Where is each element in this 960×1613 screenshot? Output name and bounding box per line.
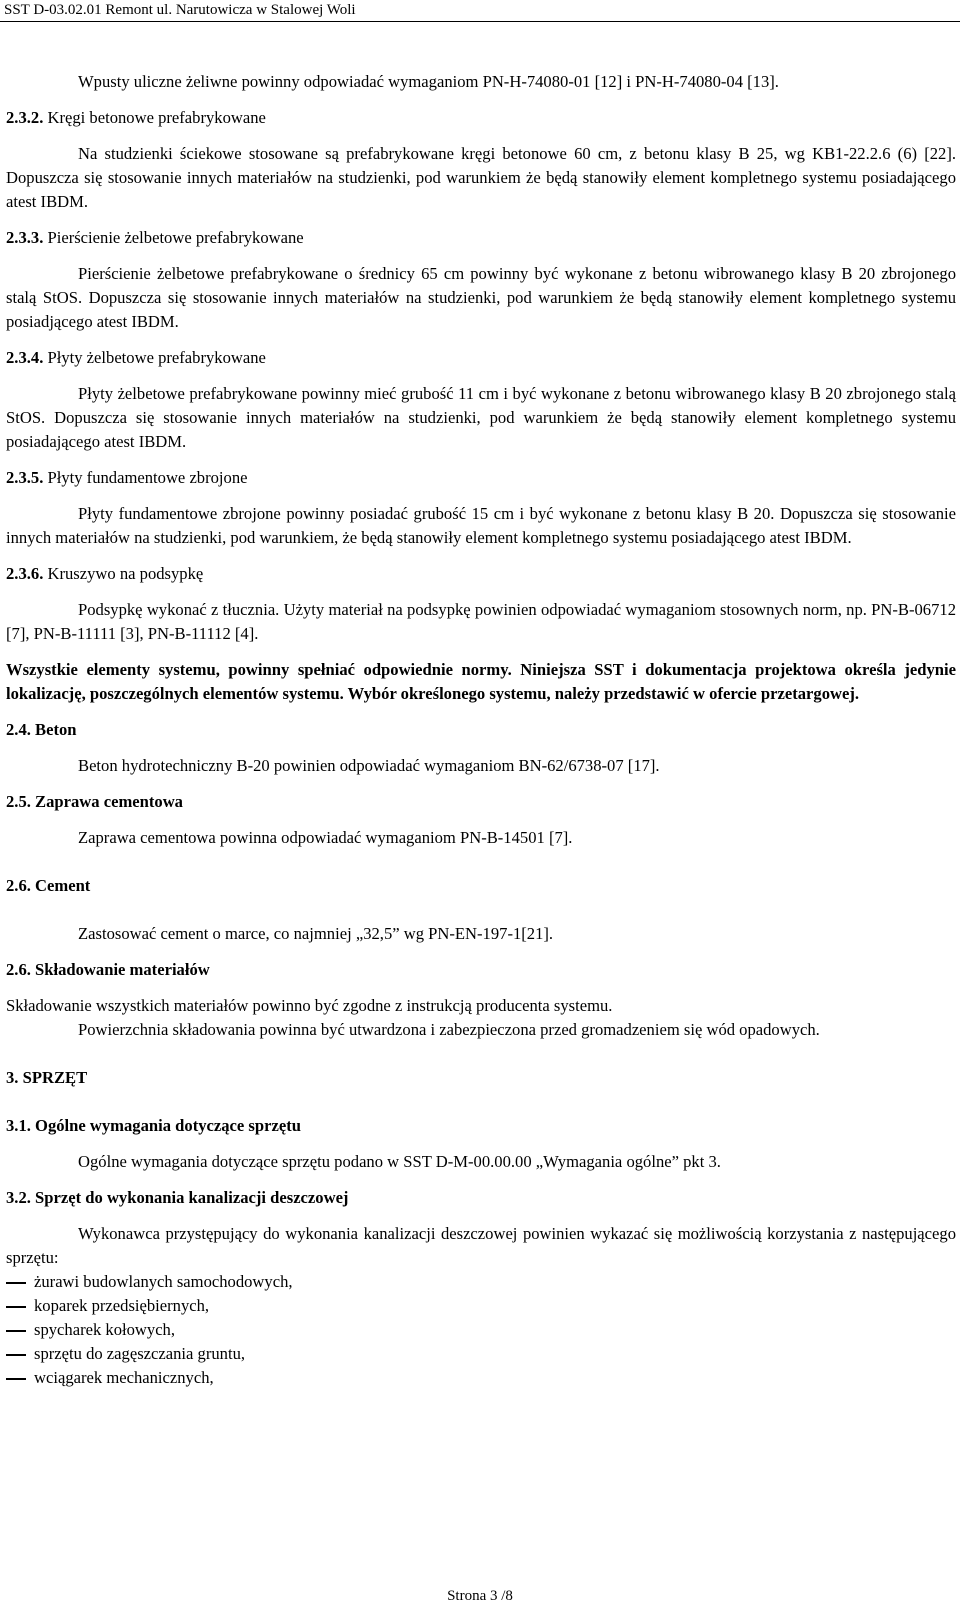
page-footer	[0, 1586, 960, 1606]
equipment-list	[6, 1270, 956, 1390]
heading-text: Płyty fundamentowe zbrojone	[43, 468, 248, 487]
paragraph-3-2: Wykonawca przystępujący do wykonania kanalizacji deszczowej powinien wykazać się możliwością korzystania z następującego sprzętu:	[6, 1224, 956, 1267]
paragraph-2-3-4: Płyty żelbetowe prefabrykowane powinny mieć grubość 11 cm i być wykonane z betonu wibrowanego klasy B 20 zbrojonego stalą StOS. Dopuszcza się stosowanie innych materiałów na studzienki, pod warunkiem że będą stanowiły element kompletnego systemu posiadającego atest IBDM.	[6, 384, 956, 451]
list-item	[6, 1270, 956, 1294]
heading-2-3-6	[6, 562, 956, 586]
paragraph-2-5: Zaprawa cementowa powinna odpowiadać wymaganiom PN-B-14501 [7].	[78, 828, 573, 847]
paragraph-2-4: Beton hydrotechniczny B-20 powinien odpowiadać wymaganiom BN-62/6738-07 [17].	[78, 756, 660, 775]
heading-2-4: 2.4. Beton	[6, 720, 77, 739]
list-item	[6, 1318, 956, 1342]
heading-3-1: 3.1. Ogólne wymagania dotyczące sprzętu	[6, 1116, 301, 1135]
list-item-text: wciągarek mechanicznych,	[34, 1368, 214, 1387]
paragraph-2-6-cement: Zastosować cement o marce, co najmniej „32,5” wg PN-EN-197-1[21].	[78, 924, 554, 943]
heading-2-3-4	[6, 346, 956, 370]
heading-text: Pierścienie żelbetowe prefabrykowane	[43, 228, 304, 247]
heading-number: 2.3.4.	[6, 348, 44, 367]
heading-number: 2.3.6.	[6, 564, 44, 583]
paragraph-2-3-2: Na studzienki ściekowe stosowane są prefabrykowane kręgi betonowe 60 cm, z betonu klasy B 25, wg KB1-22.2.6 (6) [22]. Dopuszcza się stosowanie innych materiałów na studzienki, pod warunkiem że będą stanowiły element kompletnego systemu posiadającego atest IBDM.	[6, 144, 956, 211]
list-item	[6, 1342, 956, 1366]
heading-3-2: 3.2. Sprzęt do wykonania kanalizacji deszczowej	[6, 1188, 349, 1207]
paragraph-2-6-storage-1: Składowanie wszystkich materiałów powinno być zgodne z instrukcją producenta systemu.	[6, 996, 613, 1015]
heading-3: 3. SPRZĘT	[6, 1068, 88, 1087]
document-header	[0, 0, 960, 22]
list-item-text: sprzętu do zagęszczania gruntu,	[34, 1344, 246, 1363]
list-item-text: spycharek kołowych,	[34, 1320, 176, 1339]
dash-bullet-icon	[6, 1306, 26, 1308]
dash-bullet-icon	[6, 1282, 26, 1284]
heading-text: Kruszywo na podsypkę	[43, 564, 204, 583]
heading-2-5: 2.5. Zaprawa cementowa	[6, 792, 183, 811]
paragraph-2-3-5: Płyty fundamentowe zbrojone powinny posiadać grubość 15 cm i być wykonane z betonu klasy B 20. Dopuszcza się stosowanie innych materiałów na studzienki, pod warunkiem, że będą stanowiły element kompletnego systemu posiadającego atest IBDM.	[6, 504, 956, 547]
paragraph-2-6-storage-2: Powierzchnia składowania powinna być utwardzona i zabezpieczona przed gromadzeniem się wód opadowych.	[78, 1020, 820, 1039]
list-item	[6, 1294, 956, 1318]
heading-number: 2.3.2.	[6, 108, 44, 127]
list-item	[6, 1366, 956, 1390]
paragraph-2-3-3: Pierścienie żelbetowe prefabrykowane o średnicy 65 cm powinny być wykonane z betonu wibrowanego klasy B 20 zbrojonego stalą StOS. Dopuszcza się stosowanie innych materiałów na studzienki, pod warunkiem że będą stanowiły element kompletnego systemu posiadjącego atest IBDM.	[6, 264, 956, 331]
heading-number: 2.3.3.	[6, 228, 44, 247]
paragraph-2-3-6: Podsypkę wykonać z tłucznia. Użyty materiał na podsypkę powinien odpowiadać wymaganiom stosownych norm, np. PN-B-06712 [7], PN-B-11111 [3], PN-B-11112 [4].	[6, 600, 956, 643]
paragraph-wpusty: Wpusty uliczne żeliwne powinny odpowiadać wymaganiom PN-H-74080-01 [12] i PN-H-74080-04 [13].	[78, 72, 779, 91]
document-body	[6, 70, 956, 1390]
heading-2-6-storage: 2.6. Składowanie materiałów	[6, 960, 210, 979]
page-number: Strona 3 /8	[447, 1588, 513, 1604]
dash-bullet-icon	[6, 1378, 26, 1380]
heading-2-6-cement: 2.6. Cement	[6, 876, 91, 895]
list-item-text: żurawi budowlanych samochodowych,	[34, 1272, 293, 1291]
list-item-text: koparek przedsiębiernych,	[34, 1296, 210, 1315]
heading-number: 2.3.5.	[6, 468, 44, 487]
heading-2-3-5	[6, 466, 956, 490]
heading-2-3-3	[6, 226, 956, 250]
dash-bullet-icon	[6, 1354, 26, 1356]
dash-bullet-icon	[6, 1330, 26, 1332]
heading-text: Kręgi betonowe prefabrykowane	[43, 108, 266, 127]
heading-text: Płyty żelbetowe prefabrykowane	[43, 348, 266, 367]
heading-2-3-2	[6, 106, 956, 130]
paragraph-system-requirements: Wszystkie elementy systemu, powinny spełniać odpowiednie normy. Niniejsza SST i dokumentacja projektowa określa jedynie lokalizację, poszczególnych elementów systemu. Wybór określonego systemu, należy przedstawić w ofercie przetargowej.	[6, 660, 956, 703]
header-title: SST D-03.02.01 Remont ul. Narutowicza w Stalowej Woli	[4, 2, 356, 18]
paragraph-3-1: Ogólne wymagania dotyczące sprzętu podano w SST D-M-00.00.00 „Wymagania ogólne” pkt 3.	[78, 1152, 721, 1171]
